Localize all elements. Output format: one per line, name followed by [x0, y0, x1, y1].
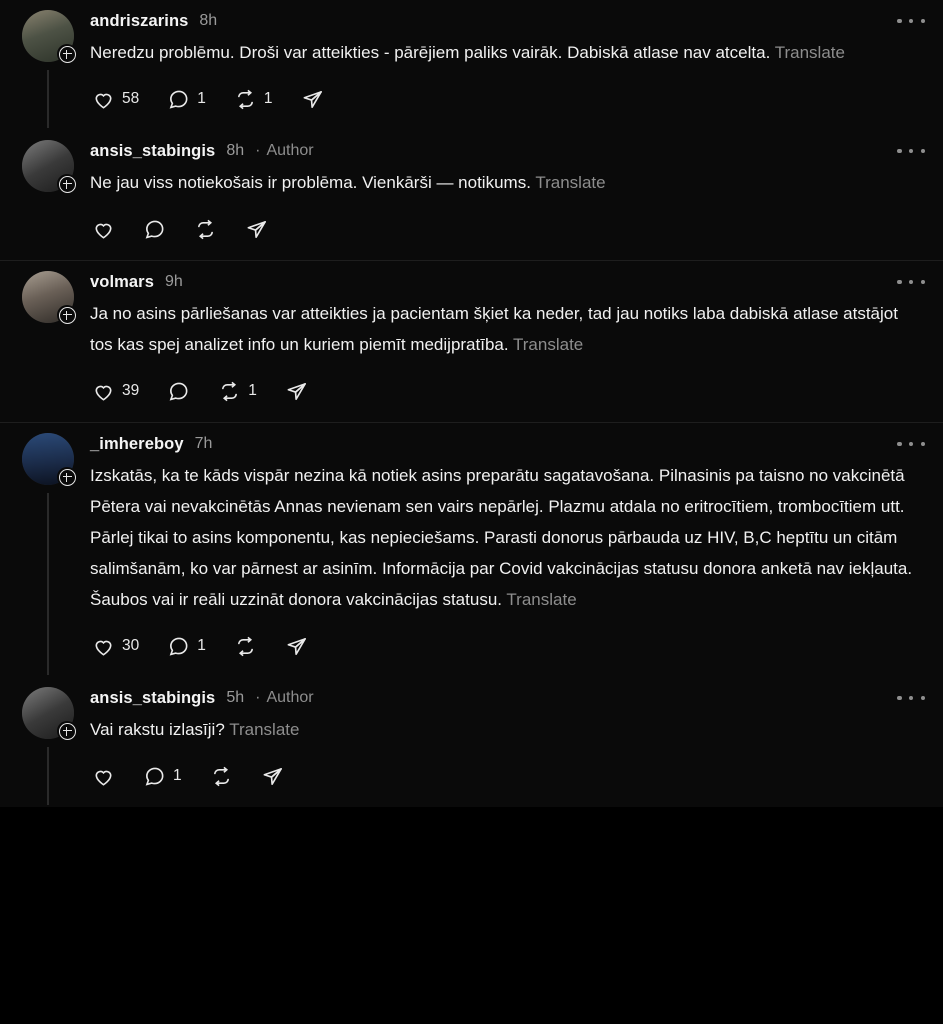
heart-icon: [92, 635, 115, 658]
comment-text: [90, 714, 919, 745]
comment-text-value: Vai rakstu izlasīji?: [90, 720, 225, 739]
thread-group: [0, 423, 943, 807]
thread-connector-line: [47, 493, 49, 675]
comment-actions: [84, 759, 919, 793]
plus-badge-icon[interactable]: [57, 44, 77, 64]
reply-button[interactable]: [159, 82, 214, 116]
comment-timestamp: 9h: [165, 273, 183, 290]
author-badge: Author: [266, 142, 314, 159]
translate-link[interactable]: Translate: [229, 720, 300, 739]
like-button[interactable]: [84, 629, 147, 663]
share-button[interactable]: [253, 759, 292, 793]
repost-count: 1: [248, 382, 257, 399]
repost-icon: [234, 635, 257, 658]
reply-button[interactable]: [159, 629, 214, 663]
comment-text-value: Ne jau viss notiekošais ir problēma. Vienkārši — notikums.: [90, 173, 531, 192]
comment-text-value: Ja no asins pārliešanas var atteikties ja pacientam šķiet ka neder, tad jau notiks laba dabiskā atlase atstājot tos kas spej analizet info un kuriem piemīt medijpratība.: [90, 304, 903, 354]
comment-username[interactable]: andriszarins: [90, 11, 189, 30]
like-count: 58: [122, 90, 140, 107]
comment-item[interactable]: [0, 423, 943, 677]
comment-text: [90, 167, 919, 198]
share-icon: [261, 765, 284, 788]
repost-button[interactable]: [226, 82, 281, 116]
repost-button[interactable]: [226, 629, 265, 663]
comment-meta: [90, 140, 919, 162]
reply-count: 1: [197, 637, 206, 654]
share-icon: [301, 88, 324, 111]
comment-username[interactable]: volmars: [90, 272, 154, 291]
comment-text: [90, 298, 919, 360]
repost-icon: [194, 218, 217, 241]
avatar-column: [22, 10, 90, 126]
heart-icon: [92, 765, 115, 788]
avatar-column: [22, 433, 90, 673]
avatar-column: [22, 140, 90, 256]
reply-button[interactable]: [135, 212, 174, 246]
repost-icon: [218, 380, 241, 403]
translate-link[interactable]: Translate: [513, 335, 584, 354]
repost-icon: [210, 765, 233, 788]
plus-badge-icon[interactable]: [57, 174, 77, 194]
thread-connector-line: [47, 747, 49, 805]
repost-count: 1: [263, 90, 273, 107]
comment-meta: [90, 687, 919, 709]
comment-username[interactable]: ansis_stabingis: [90, 688, 216, 707]
thread-group: [0, 261, 943, 423]
avatar-column: [22, 271, 90, 418]
comment-meta: [90, 433, 919, 455]
share-icon: [285, 380, 308, 403]
avatar[interactable]: [22, 433, 74, 485]
comment-timestamp: 7h: [194, 435, 213, 452]
reply-button[interactable]: [135, 759, 190, 793]
plus-badge-icon[interactable]: [57, 721, 77, 741]
comment-actions: [84, 629, 919, 663]
share-icon: [285, 635, 308, 658]
thread-connector-line: [47, 70, 49, 128]
translate-link[interactable]: Translate: [535, 173, 606, 192]
more-horizontal-icon[interactable]: [897, 273, 925, 291]
comment-timestamp: 8h: [199, 12, 218, 29]
like-count: 30: [122, 637, 140, 654]
comment-meta: [90, 271, 919, 293]
more-horizontal-icon[interactable]: [897, 689, 925, 707]
reply-count: 1: [197, 90, 206, 107]
comment-body: [90, 10, 925, 126]
share-icon: [245, 218, 268, 241]
comment-body: [90, 140, 925, 256]
share-button[interactable]: [277, 374, 316, 408]
avatar[interactable]: [22, 271, 74, 323]
comment-timestamp: 5h: [226, 689, 245, 706]
more-horizontal-icon[interactable]: [897, 142, 925, 160]
comment-timestamp: 8h: [226, 142, 245, 159]
avatar[interactable]: [22, 10, 74, 62]
comment-icon: [167, 380, 190, 403]
like-button[interactable]: [84, 82, 147, 116]
comment-actions: [84, 212, 919, 246]
more-horizontal-icon[interactable]: [897, 12, 925, 30]
comment-item[interactable]: [0, 261, 943, 422]
plus-badge-icon[interactable]: [57, 467, 77, 487]
comment-body: [90, 687, 925, 803]
repost-button[interactable]: [210, 374, 265, 408]
heart-icon: [92, 218, 115, 241]
share-button[interactable]: [293, 82, 332, 116]
comment-icon: [143, 218, 166, 241]
share-button[interactable]: [277, 629, 316, 663]
heart-icon: [92, 88, 115, 111]
comment-item[interactable]: [0, 677, 943, 807]
comment-item[interactable]: [0, 130, 943, 260]
heart-icon: [92, 380, 115, 403]
comment-body: [90, 271, 925, 418]
comment-meta: [90, 10, 919, 32]
comment-actions: [84, 82, 919, 116]
comment-icon: [167, 635, 190, 658]
share-button[interactable]: [237, 212, 276, 246]
comment-username[interactable]: ansis_stabingis: [90, 141, 216, 160]
repost-button[interactable]: [186, 212, 225, 246]
author-badge: Author: [266, 689, 314, 706]
translate-link[interactable]: Translate: [774, 43, 845, 62]
avatar-column: [22, 687, 90, 803]
plus-badge-icon[interactable]: [57, 305, 77, 325]
comment-text-value: Neredzu problēmu. Droši var atteikties - pārējiem paliks vairāk. Dabiskā atlase nav atcelta.: [90, 43, 771, 62]
meta-separator: ·: [255, 689, 261, 706]
meta-separator: ·: [255, 142, 261, 159]
comment-item[interactable]: [0, 0, 943, 130]
more-horizontal-icon[interactable]: [897, 435, 925, 453]
avatar[interactable]: [22, 140, 74, 192]
reply-button[interactable]: [159, 374, 198, 408]
translate-link[interactable]: Translate: [506, 590, 577, 609]
comment-body: [90, 433, 925, 673]
repost-icon: [234, 88, 257, 111]
comment-text: [90, 37, 919, 68]
thread-group: [0, 0, 943, 261]
comment-actions: [84, 374, 919, 408]
like-count: 39: [122, 382, 140, 399]
comment-text: [90, 460, 919, 615]
comment-text-value: Izskatās, ka te kāds vispār nezina kā notiek asins preparātu sagatavošana. Pilnasinis pa taisno no vakcinētā Pētera vai nevakcinētās Annas nevienam sen vairs nepārlej. Plazmu atdala no eritrocītiem, trombocītiem utt. Pārlej tikai to asins komponentu, kas nepieciešams. Parasti donorus pārbauda uz HIV, B,C heptītu un citām salimšanām, ko var pārnest ar asinīm. Informācija par Covid vakcinācijas statusu donora anketā nav iekļauta. Šaubos vai ir reāli uzzināt donora vakcinācijas statusu.: [90, 466, 917, 609]
like-button[interactable]: [84, 374, 147, 408]
reply-count: 1: [173, 767, 182, 784]
comment-username[interactable]: _imhereboy: [90, 434, 184, 453]
comment-icon: [167, 88, 190, 111]
comment-icon: [143, 765, 166, 788]
repost-button[interactable]: [202, 759, 241, 793]
avatar[interactable]: [22, 687, 74, 739]
